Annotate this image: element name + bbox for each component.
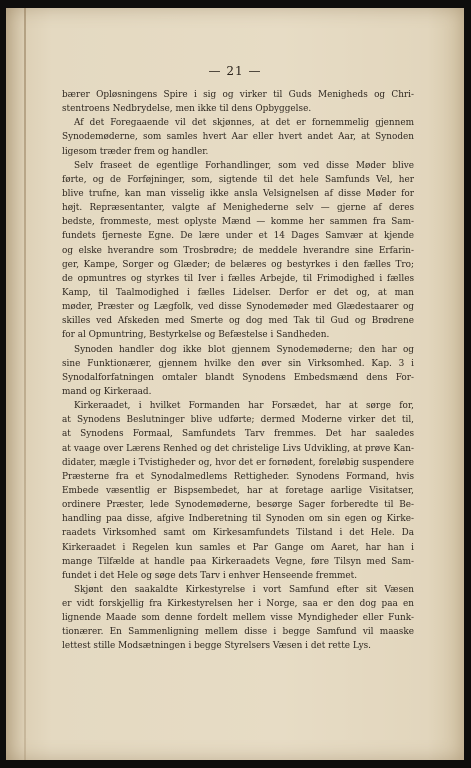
- text-line: ordinere Præster, lede Synodemøderne, besørge Sager forberedte til Be-: [62, 500, 414, 511]
- text-line: raadets Virksomhed samt om Kirkesamfundets Tilstand i det Hele. Da: [62, 528, 414, 539]
- text-line: førte, og de Forføjninger, som, sigtende til det hele Samfunds Vel, her: [62, 174, 414, 185]
- text-line: fundet i det Hele og søge dets Tarv i enhver Henseende fremmet.: [62, 570, 358, 581]
- text-line: bærer Opløsningens Spire i sig og virker til Guds Menigheds og Chri-: [62, 90, 414, 100]
- body-text: [62, 88, 414, 654]
- text-line: tionærer. En Sammenligning mellem disse i begge Samfund vil maaske: [62, 627, 414, 638]
- text-line: lignende Maade som denne fordelt mellem visse Myndigheder eller Funk-: [62, 613, 414, 624]
- page-number: — 21 —: [208, 64, 262, 78]
- text-line: didater, mægle i Tvistigheder og, hvor det er fornødent, foreløbig suspendere: [62, 457, 414, 468]
- text-line: ligesom træder frem og handler.: [62, 146, 209, 157]
- text-line: møder, Præster og Lægfolk, ved disse Synodemøder med Glædestaarer og: [62, 302, 414, 313]
- text-line: Synodemøderne, som samles hvert Aar eller hvert andet Aar, at Synoden: [62, 132, 414, 143]
- text-line: Af det Foregaaende vil det skjønnes, at det er fornemmelig gjennem: [74, 118, 414, 129]
- text-line: stentroens Nedbrydelse, men ikke til dens Opbyggelse.: [62, 104, 312, 115]
- text-line: er vidt forskjellig fra Kirkestyrelsen her i Norge, saa er den dog paa en: [62, 599, 414, 610]
- text-line: lettest stille Modsætningen i begge Styrelsers Væsen i det rette Lys.: [62, 641, 371, 652]
- text-line: de opmuntres og styrkes til Iver i fælles Arbejde, til Frimodighed i fælles: [62, 273, 414, 284]
- text-line: Embede væsentlig er Bispsembedet, har at foretage aarlige Visitatser,: [62, 485, 414, 496]
- text-line: ger, Kampe, Sorger og Glæder; de belæres og bestyrkes i den fælles Tro;: [62, 259, 414, 270]
- text-line: mand og Kirkeraad.: [62, 386, 152, 397]
- text-line: at Synodens Beslutninger blive udførte; dermed Moderne virker det til,: [62, 415, 414, 426]
- text-line: mange Tilfælde at handle paa Kirkeraadets Vegne, føre Tilsyn med Sam-: [62, 556, 414, 567]
- text-line: blive trufne, kan man visselig ikke ansla Velsignelsen af disse Møder for: [62, 188, 414, 199]
- text-line: at vaage over Lærens Renhed og det christelige Livs Udvikling, at prøve Kan-: [62, 443, 414, 454]
- page-gutter: [24, 8, 26, 760]
- text-line: og elske hverandre som Trosbrødre; de meddele hverandre sine Erfarin-: [62, 245, 414, 256]
- text-line: skilles ved Afskeden med Smerte og dog med Tak til Gud og Brødrene: [62, 316, 414, 327]
- text-line: Præsterne fra et Synodalmedlems Rettigheder. Synodens Formand, hvis: [62, 471, 414, 482]
- text-line: højt. Repræsentanter, valgte af Menighederne selv — gjerne af deres: [62, 203, 414, 214]
- text-line: handling paa disse, afgive Indberetning til Synoden om sin egen og Kirke-: [62, 514, 414, 525]
- text-line: Kamp, til Taalmodighed i fælles Lidelser. Derfor er det og, at man: [62, 287, 414, 298]
- text-line: sine Funktionærer, gjennem hvilke den øver sin Virksomhed. Kap. 3 i: [62, 358, 414, 369]
- text-line: for al Opmuntring, Bestyrkelse og Befæstelse i Sandheden.: [62, 330, 330, 341]
- text-line: Kirkeraadet, i hvilket Formanden har Forsædet, har at sørge for,: [74, 401, 414, 412]
- text-line: fundets fjerneste Egne. De lære under et 14 Dages Samvær at kjende: [62, 231, 414, 242]
- text-line: Synoden handler dog ikke blot gjennem Synodemøderne; den har og: [74, 344, 414, 355]
- text-line: Kirkeraadet i Regelen kun samles et Par Gange om Aaret, har han i: [62, 542, 414, 553]
- text-line: Skjønt den saakaldte Kirkestyrelse i vort Samfund efter sit Væsen: [74, 584, 414, 595]
- text-line: at Synodens Formaal, Samfundets Tarv fremmes. Det har saaledes: [62, 429, 414, 440]
- text-line: bedste, frommeste, mest oplyste Mænd — komme her sammen fra Sam-: [62, 217, 414, 228]
- text-line: Synodalforfatningen omtaler blandt Synodens Embedsmænd dens For-: [62, 372, 414, 383]
- book-page: [6, 8, 464, 760]
- text-line: Selv fraseet de egentlige Forhandlinger, som ved disse Møder blive: [74, 160, 414, 171]
